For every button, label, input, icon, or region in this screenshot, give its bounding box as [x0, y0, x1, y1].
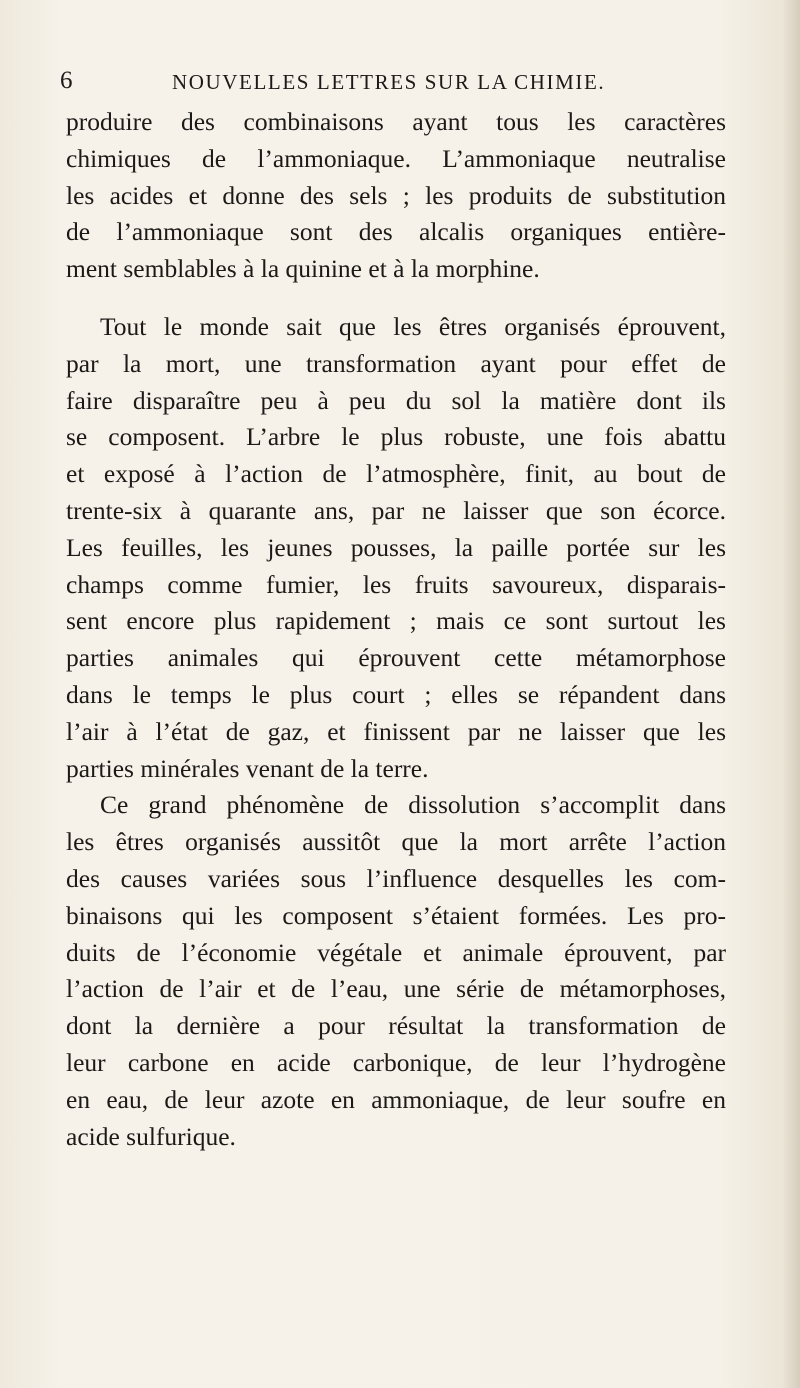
running-head: NOUVELLES LETTRES SUR LA CHIMIE.: [172, 70, 606, 94]
text-line: acide sulfurique.: [66, 1121, 236, 1151]
text-line: chimiques de l’ammoniaque. L’ammoniaque neutralise: [66, 143, 726, 173]
text-line: faire disparaître peu à peu du sol la matière dont ils: [66, 385, 726, 415]
text-line: leur carbone en acide carbonique, de leur l’hydrogène: [66, 1047, 726, 1077]
page-edge-shadow: [782, 0, 800, 1388]
text-line: par la mort, une transformation ayant pour effet de: [66, 348, 726, 378]
paragraph-3: [66, 787, 726, 1155]
page-header: [60, 66, 740, 96]
text-line: Tout le monde sait que les êtres organisés éprouvent,: [100, 311, 726, 341]
text-line: des causes variées sous l’influence desquelles les com-: [66, 863, 726, 893]
text-line: l’air à l’état de gaz, et finissent par ne laisser que les: [66, 716, 726, 746]
text-line: Ce grand phénomène de dissolution s’accomplit dans: [100, 790, 726, 820]
body-text: [66, 104, 726, 1155]
paragraph-2: [66, 309, 726, 787]
text-line: se composent. L’arbre le plus robuste, une fois abattu: [66, 422, 726, 452]
text-line: dans le temps le plus court ; elles se répandent dans: [66, 679, 726, 709]
text-line: l’action de l’air et de l’eau, une série de métamorphoses,: [66, 974, 726, 1004]
text-line: parties animales qui éprouvent cette métamorphose: [66, 643, 726, 673]
paragraph-gap: [66, 288, 726, 309]
text-line: dont la dernière a pour résultat la transformation de: [66, 1011, 726, 1041]
text-line: Les feuilles, les jeunes pousses, la paille portée sur les: [66, 532, 726, 562]
paragraph-1: [66, 104, 726, 288]
page-number: 6: [60, 67, 73, 94]
text-line: de l’ammoniaque sont des alcalis organiques entière-: [66, 217, 726, 247]
text-line: ment semblables à la quinine et à la morphine.: [66, 254, 540, 284]
text-line: parties minérales venant de la terre.: [66, 753, 429, 783]
text-line: trente-six à quarante ans, par ne laisser que son écorce.: [66, 495, 726, 525]
text-line: duits de l’économie végétale et animale éprouvent, par: [66, 937, 726, 967]
text-line: en eau, de leur azote en ammoniaque, de leur soufre en: [66, 1084, 726, 1114]
text-line: les acides et donne des sels ; les produits de substitution: [66, 180, 726, 210]
text-line: sent encore plus rapidement ; mais ce sont surtout les: [66, 606, 726, 636]
text-line: champs comme fumier, les fruits savoureux, disparais-: [66, 569, 726, 599]
text-line: binaisons qui les composent s’étaient formées. Les pro-: [66, 900, 726, 930]
text-line: produire des combinaisons ayant tous les caractères: [66, 107, 726, 136]
text-line: et exposé à l’action de l’atmosphère, finit, au bout de: [66, 459, 726, 489]
text-line: les êtres organisés aussitôt que la mort arrête l’action: [66, 827, 726, 857]
